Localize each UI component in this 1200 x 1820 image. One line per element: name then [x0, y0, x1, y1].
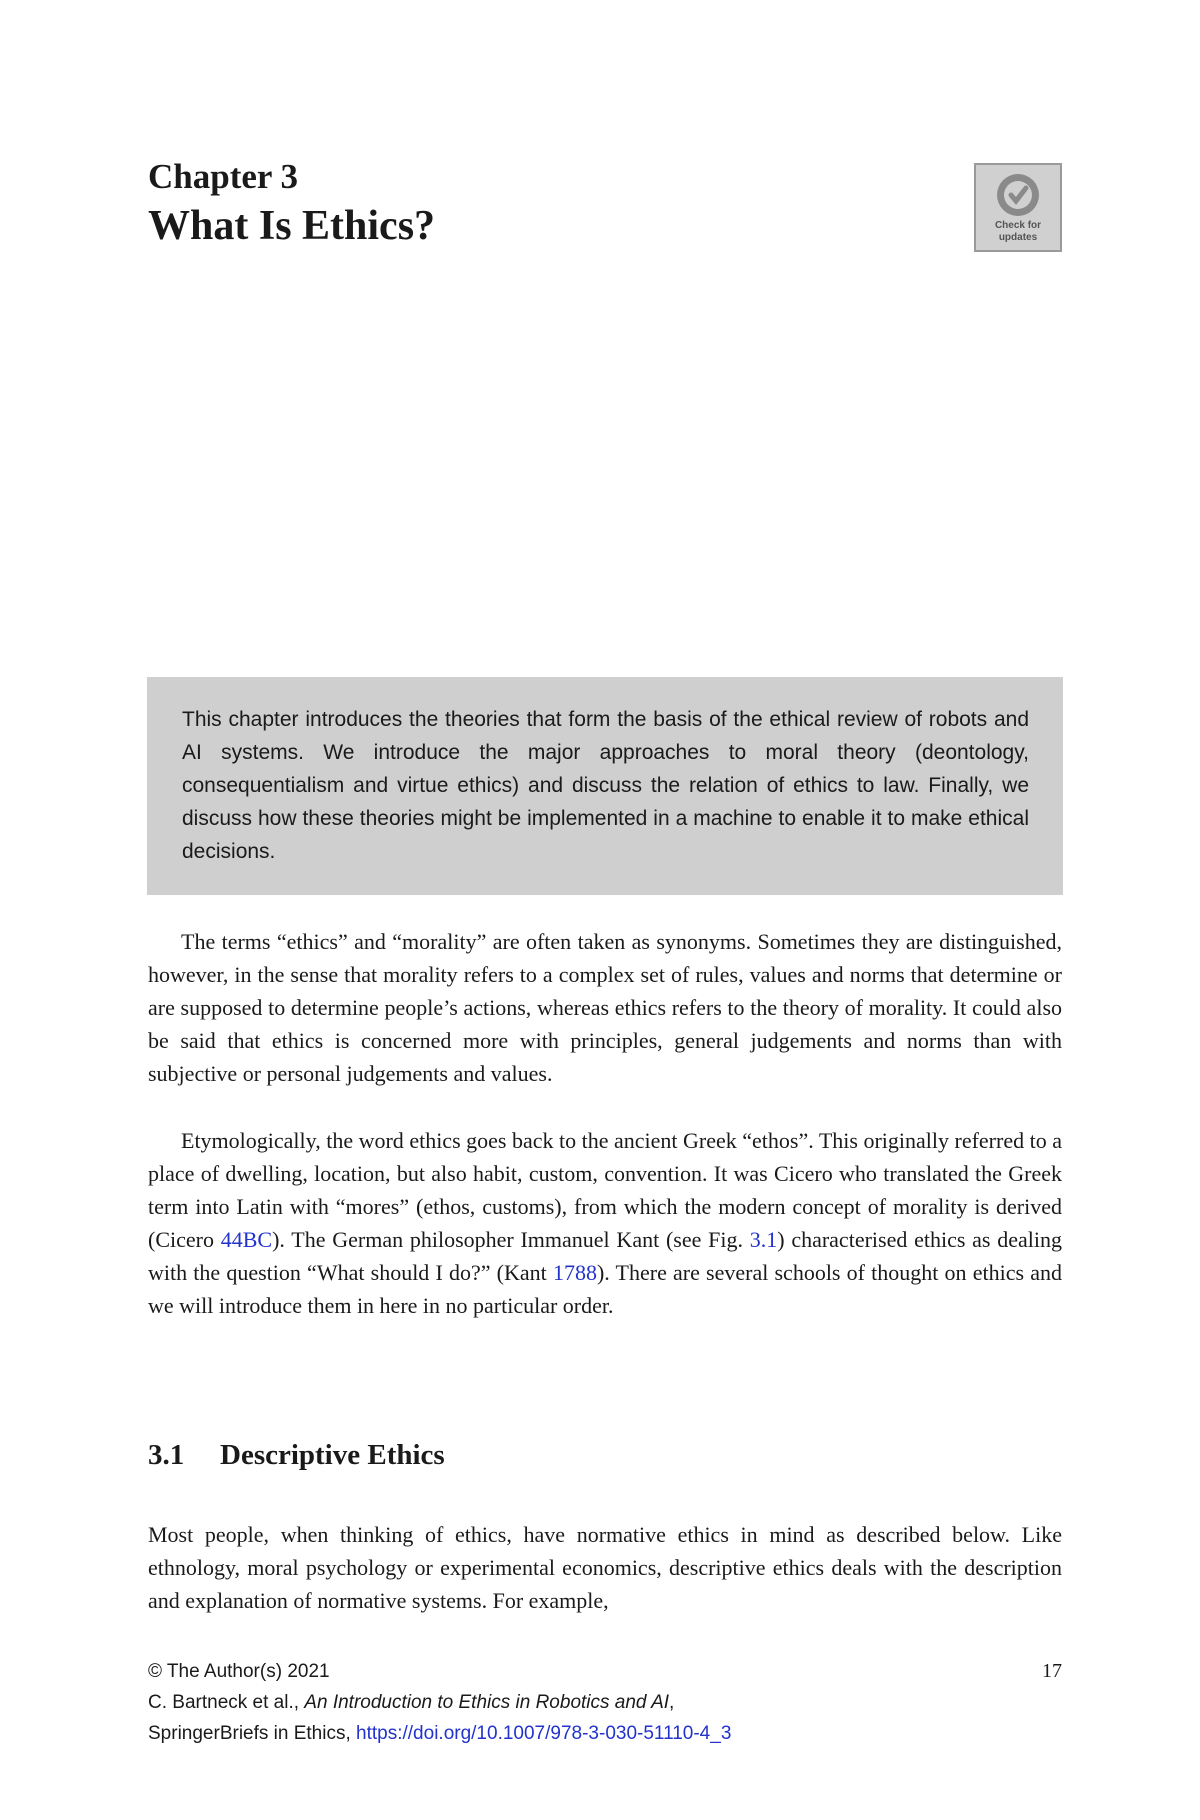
badge-label: Check for updates [994, 220, 1042, 243]
section-number: 3.1 [148, 1439, 185, 1471]
abstract-box [147, 677, 1063, 895]
paragraph-2-part-3: ) characterised ethics as dealing with the question “What should I do?” (Kant [148, 1227, 1063, 1285]
doi-link[interactable]: https://doi.org/10.1007/978-3-030-51110-4_3 [356, 1723, 732, 1744]
paragraph-1 [148, 925, 1062, 1090]
chapter-title: What Is Ethics? [148, 203, 436, 249]
copyright-line: © The Author(s) 2021 [148, 1661, 330, 1682]
paragraph-2-part-1: Etymologically, the word ethics goes back to the ancient Greek “ethos”. This originally referred to a place of dwelling, location, but also habit, custom, convention. It was Cicero who translated the Greek term into Latin with “mores” (ethos, customs), from which the modern concept of morality is derived (Cicero [148, 1128, 1062, 1252]
figure-3-1-link[interactable]: 3.1 [749, 1227, 778, 1252]
paragraph-2-part-2: ). The German philosopher Immanuel Kant (see Fig. [272, 1227, 750, 1252]
citation-line [148, 1687, 1062, 1718]
citation-cicero-link[interactable]: 44BC [220, 1227, 273, 1252]
book-title: An Introduction to Ethics in Robotics and AI [304, 1692, 670, 1713]
paragraph-1-text: The terms “ethics” and “morality” are often taken as synonyms. Sometimes they are distinguished, however, in the sense that morality refers to a complex set of rules, values and norms that determine or are supposed to determine people’s actions, whereas ethics refers to the theory of morality. It could also be said that ethics is concerned more with principles, general judgements and norms than with subjective or personal judgements and values. [148, 929, 1062, 1086]
check-for-updates-icon [995, 172, 1041, 218]
section-title: Descriptive Ethics [220, 1439, 445, 1471]
abstract-text: This chapter introduces the theories that form the basis of the ethical review of robots and AI systems. We introduce the major approaches to moral theory (deontology, consequentialism and virtue ethics) and discuss the relation of ethics to law. Finally, we discuss how these theories might be implemented in a machine to enable it to make ethical decisions. [182, 708, 1029, 863]
paragraph-3 [148, 1518, 1062, 1617]
citation-kant-link[interactable]: 1788 [552, 1260, 597, 1285]
paragraph-2-part-4: ). There are several schools of thought on ethics and we will introduce them in here in no particular order. [148, 1260, 1062, 1318]
authors: C. Bartneck et al., [148, 1692, 305, 1713]
page-number: 17 [1042, 1660, 1062, 1682]
paragraph-3-text: Most people, when thinking of ethics, have normative ethics in mind as described below. Like ethnology, moral psychology or experimental economics, descriptive ethics deals with the description and explanation of normative systems. For example, [148, 1522, 1062, 1613]
page-footer [148, 1656, 1062, 1749]
series-line [148, 1718, 1062, 1749]
check-for-updates-badge[interactable] [974, 163, 1062, 252]
authors-end: , [669, 1692, 675, 1713]
series-name: SpringerBriefs in Ethics, [148, 1723, 357, 1744]
section-heading [148, 1438, 445, 1473]
chapter-label: Chapter 3 [148, 157, 299, 196]
paragraph-2 [148, 1124, 1062, 1322]
